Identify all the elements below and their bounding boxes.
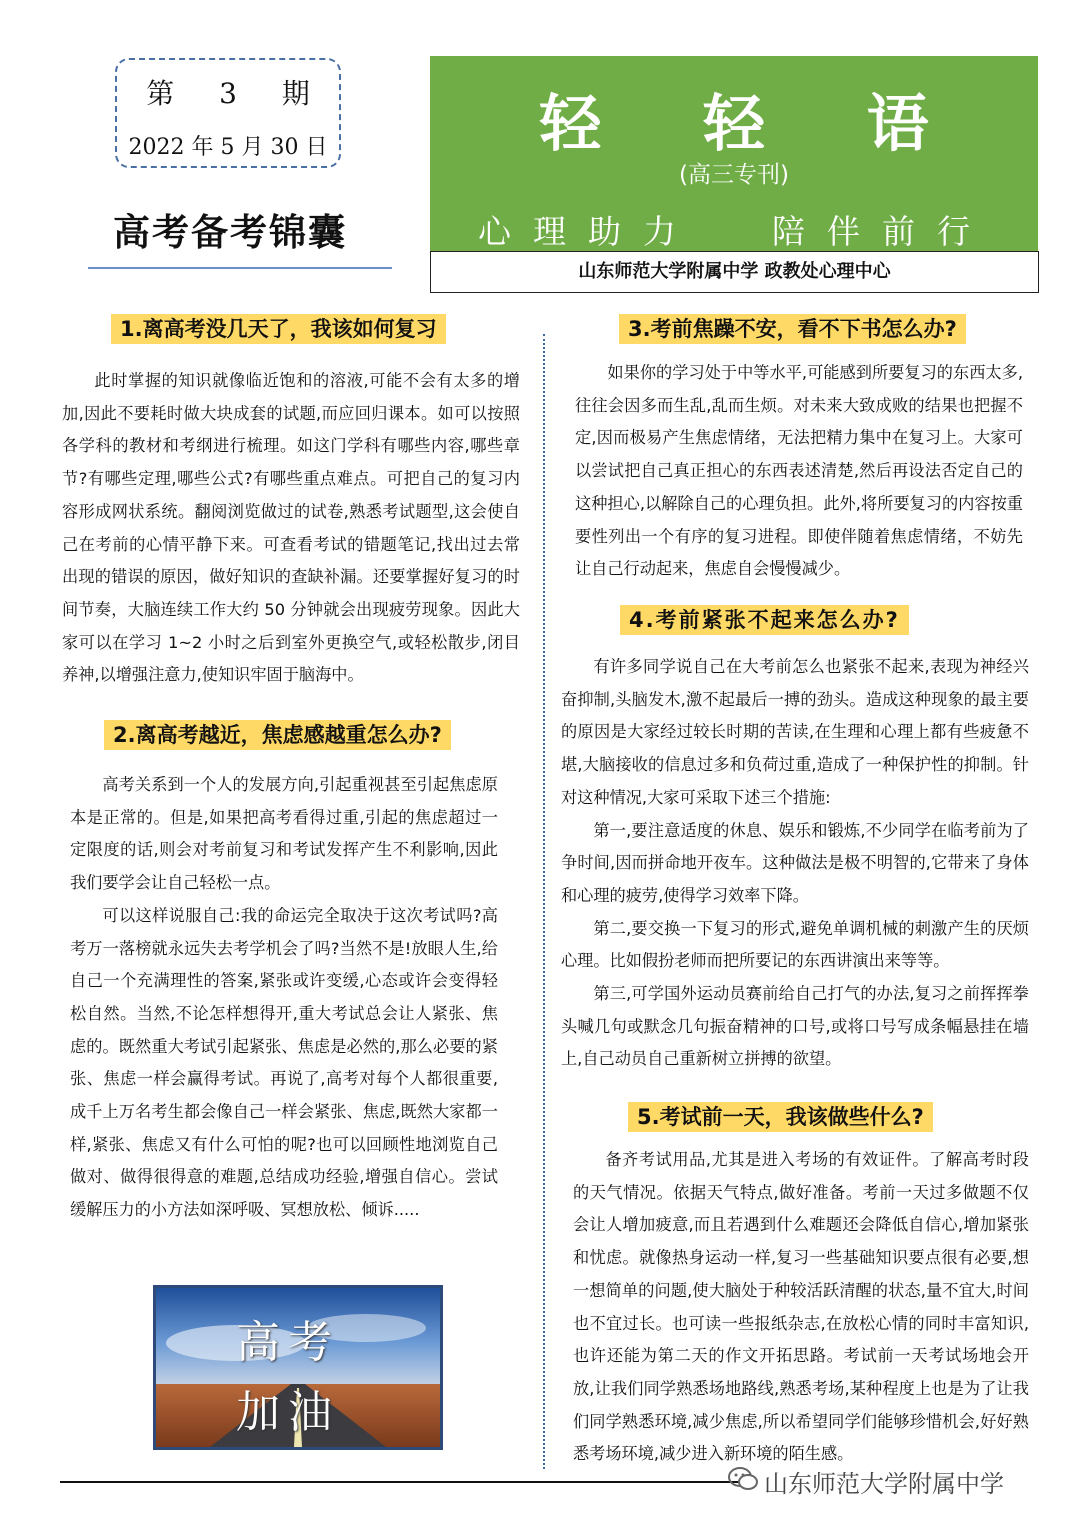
q2-title: 2.离高考越近，焦虑感越重怎么办? (104, 720, 451, 750)
issue-number: 第 3 期 (146, 77, 328, 110)
wechat-icon (728, 1466, 758, 1498)
masthead-subtitle: (高三专刊) (679, 162, 789, 188)
heading-underline (88, 267, 392, 269)
q1-title-wrap (111, 313, 446, 343)
footer-rule (60, 1481, 750, 1483)
q4-body (561, 651, 1029, 1076)
section-heading: 高考备考锦囊 (113, 211, 347, 254)
q2-paragraph-1: 高考关系到一个人的发展方向,引起重视甚至引起焦虑原本是正常的。但是,如果把高考看得过重,引起的焦虑超过一定限度的话,则会对考前复习和考试发挥产生不利影响,因此我们要学会让自己轻松一点。 (70, 775, 498, 893)
q4-title: 4.考前紧张不起来怎么办? (620, 605, 909, 635)
issue-box (115, 58, 341, 168)
gaokao-jiayou-photo (153, 1285, 443, 1450)
q2-body (70, 769, 498, 1227)
q4-paragraph-2: 第一,要注意适度的休息、娱乐和锻炼,不少同学在临考前为了争时间,因而拼命地开夜车。这种做法是极不明智的,它带来了身体和心理的疲劳,使得学习效率下降。 (561, 820, 1029, 905)
photo-caption-top: 高考 (236, 1317, 340, 1368)
q4-paragraph-3: 第二,要交换一下复习的形式,避免单调机械的刺激产生的厌烦心理。比如假扮老师而把所要记的东西讲演出来等等。 (561, 918, 1029, 971)
q4-paragraph-1: 有许多同学说自己在大考前怎么也紧张不起来,表现为神经兴奋抑制,头脑发木,激不起最后一搏的劲头。造成这种现象的最主要的原因是大家经过较长时期的苦读,在生理和心理上都有些疲惫不堪,大脑接收的信息过多和负荷过重,造成了一种保护性的抑制。针对这种情况,大家可采取下述三个措施: (561, 657, 1029, 807)
q3-title-wrap (619, 313, 966, 343)
q5-body (573, 1144, 1029, 1471)
q4-paragraph-4: 第三,可学国外运动员赛前给自己打气的办法,复习之前挥挥拳头喊几句或默念几句振奋精神的口号,或将口号写成条幅悬挂在墙上,自己动员自己重新树立拼搏的欲望。 (561, 984, 1029, 1069)
footer-brand (728, 1464, 1004, 1499)
q1-body (62, 365, 520, 692)
q3-title: 3.考前焦躁不安，看不下书怎么办? (619, 314, 966, 344)
masthead-slogan-right: 陪伴前行 (772, 212, 992, 251)
masthead-slogan-left: 心理助力 (478, 212, 698, 251)
q2-title-wrap (104, 719, 451, 749)
photo-caption-bottom: 加油 (236, 1387, 340, 1438)
q5-title: 5.考试前一天，我该做些什么? (628, 1102, 933, 1132)
q1-paragraph: 此时掌握的知识就像临近饱和的溶液,可能不会有太多的增加,因此不要耗时做大块成套的试题,而应回归课本。如可以按照各学科的教材和考纲进行梳理。如这门学科有哪些内容,哪些章节?有哪些定理,哪些公式?有哪些重点难点。可把自己的复习内容形成网状系统。翻阅浏览做过的试卷,熟悉考试题型,这会使自己在考前的心情平静下来。可查看考试的错题笔记,找出过去常出现的错误的原因，做好知识的查缺补漏。还要掌握好复习的时间节奏，大脑连续工作大约 50 分钟就会出现疲劳现象。因此大家可以在学习 1~2 小时之后到室外更换空气,或轻松散步,闭目养神,以增强注意力,使知识牢固于脑海中。 (62, 371, 520, 685)
issue-date: 2022 年 5 月 30 日 (128, 135, 328, 160)
masthead-title: 轻 轻 语 (539, 87, 969, 160)
q5-paragraph: 备齐考试用品,尤其是进入考场的有效证件。了解高考时段的天气情况。依据天气特点,做好准备。考前一天过多做题不仅会让人增加疲意,而且若遇到什么难题还会降低自信心,增加紧张和忧虑。就像热身运动一样,复习一些基础知识要点很有必要,想一想简单的问题,使大脑处于种较活跃清醒的状态,量不宜大,时间也不宜过长。也可读一些报纸杂志,在放松心情的同时丰富知识,也许还能为第二天的作文开拓思路。考试前一天考试场地会开放,让我们同学熟悉场地路线,熟悉考场,某种程度上也是为了让我们同学熟悉环境,减少焦虑,所以希望同学们能够珍惜机会,好好熟悉考场环境,减少进入新环境的陌生感。 (573, 1150, 1029, 1464)
footer-brand-text: 山东师范大学附属中学 (764, 1470, 1004, 1498)
school-bar: 山东师范大学附属中学 政教处心理中心 (430, 251, 1039, 293)
q5-title-wrap (628, 1101, 933, 1131)
q1-title: 1.离高考没几天了，我该如何复习 (111, 314, 446, 344)
column-divider (543, 334, 545, 1469)
masthead (430, 56, 1038, 251)
q3-body (575, 357, 1023, 586)
q3-paragraph: 如果你的学习处于中等水平,可能感到所要复习的东西太多,往往会因多而生乱,乱而生烦。对未来大致成败的结果也把握不定,因而极易产生焦虑情绪，无法把精力集中在复习上。大家可以尝试把自己真正担心的东西表述清楚,然后再设法否定自己的这种担心,以解除自己的心理负担。此外,将所要复习的内容按重要性列出一个有序的复习进程。即使伴随着焦虑情绪，不妨先让自己行动起来，焦虑自会慢慢减少。 (575, 363, 1023, 579)
q4-title-wrap (620, 604, 909, 634)
q2-paragraph-2: 可以这样说服自己:我的命运完全取决于这次考试吗?高考万一落榜就永远失去考学机会了吗?当然不是!放眼人生,给自己一个充满理性的答案,紧张或许变缓,心态或许会变得轻松自然。当然,不论怎样想得开,重大考试总会让人紧张、焦虑的。既然重大考试引起紧张、焦虑是必然的,那么必要的紧张、焦虑一样会赢得考试。再说了,高考对每个人都很重要,成千上万名考生都会像自己一样会紧张、焦虑,既然大家都一样,紧张、焦虑又有什么可怕的呢?也可以回顾性地浏览自己做对、做得很得意的难题,总结成功经验,增强自信心。尝试缓解压力的小方法如深呼吸、冥想放松、倾诉..... (70, 905, 498, 1220)
